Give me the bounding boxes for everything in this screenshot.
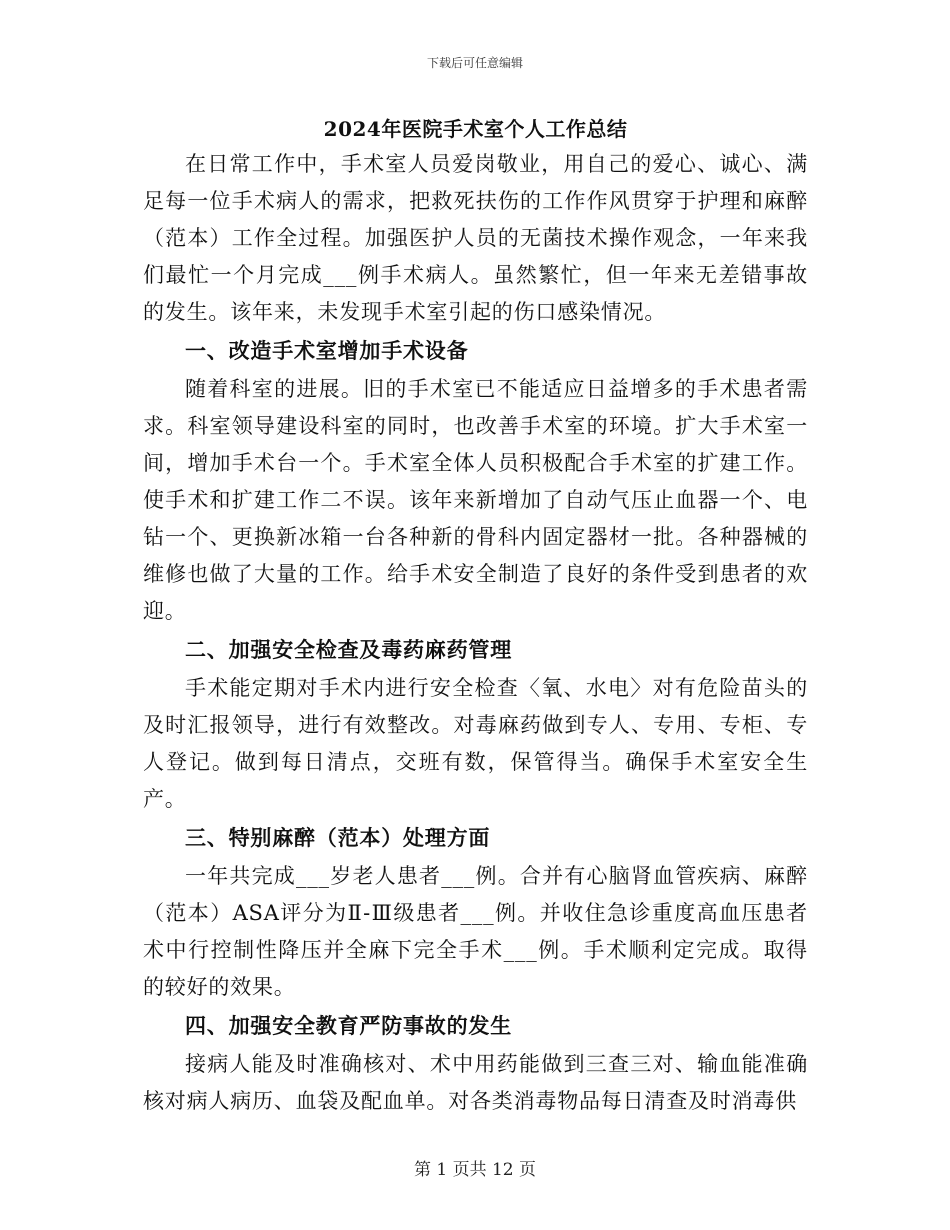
page-header: 下载后可任意编辑	[426, 56, 523, 70]
paragraph-section-1: 随着科室的进展。旧的手术室已不能适应日益增多的手术患者需求。科室领导建设科室的同时，也改善手术室的环境。扩大手术室一间，增加手术台一个。手术室全体人员积极配合手术室的扩建工作。使手术和扩建工作二不误。该年来新增加了自动气压止血器一个、电钻一个、更换新冰箱一台各种新的骨科内固定器材一批。各种器械的维修也做了大量的工作。给手术安全制造了良好的条件受到患者的欢迎。	[143, 377, 808, 623]
section-heading-4: 四、加强安全教育严防事故的发生	[185, 1013, 512, 1038]
paragraph-section-2: 手术能定期对手术内进行安全检查〈氧、水电〉对有危险苗头的及时汇报领导，进行有效整改。对毒麻药做到专人、专用、专柜、专人登记。做到每日清点，交班有数，保管得当。确保手术室安全生产。	[143, 676, 808, 811]
paragraph-section-3: 一年共完成___岁老人患者___例。合并有心脑肾血管疾病、麻醉（范本）ASA评分为Ⅱ-Ⅲ级患者___例。并收住急诊重度高血压患者术中行控制性降压并全麻下完全手术___例。手术顺利定完成。取得的较好的效果。	[143, 864, 808, 999]
section-heading-2: 二、加强安全检查及毒药麻药管理	[185, 637, 512, 662]
paragraph-section-4: 接病人能及时准确核对、术中用药能做到三查三对、输血能准确核对病人病历、血袋及配血单。对各类消毒物品每日清查及时消毒供	[143, 1052, 808, 1113]
document-title: 2024年医院手术室个人工作总结	[323, 117, 628, 141]
section-heading-1: 一、改造手术室增加手术设备	[185, 338, 469, 363]
section-heading-3: 三、特别麻醉（范本）处理方面	[185, 825, 491, 850]
page-number: 第 1 页共 12 页	[413, 1160, 537, 1180]
document-body	[143, 112, 808, 1120]
paragraph-intro: 在日常工作中，手术室人员爱岗敬业，用自己的爱心、诚心、满足每一位手术病人的需求，把救死扶伤的工作作风贯穿于护理和麻醉（范本）工作全过程。加强医护人员的无菌技术操作观念，一年来我们最忙一个月完成___例手术病人。虽然繁忙，但一年来无差错事故的发生。该年来，未发现手术室引起的伤口感染情况。	[143, 152, 808, 324]
